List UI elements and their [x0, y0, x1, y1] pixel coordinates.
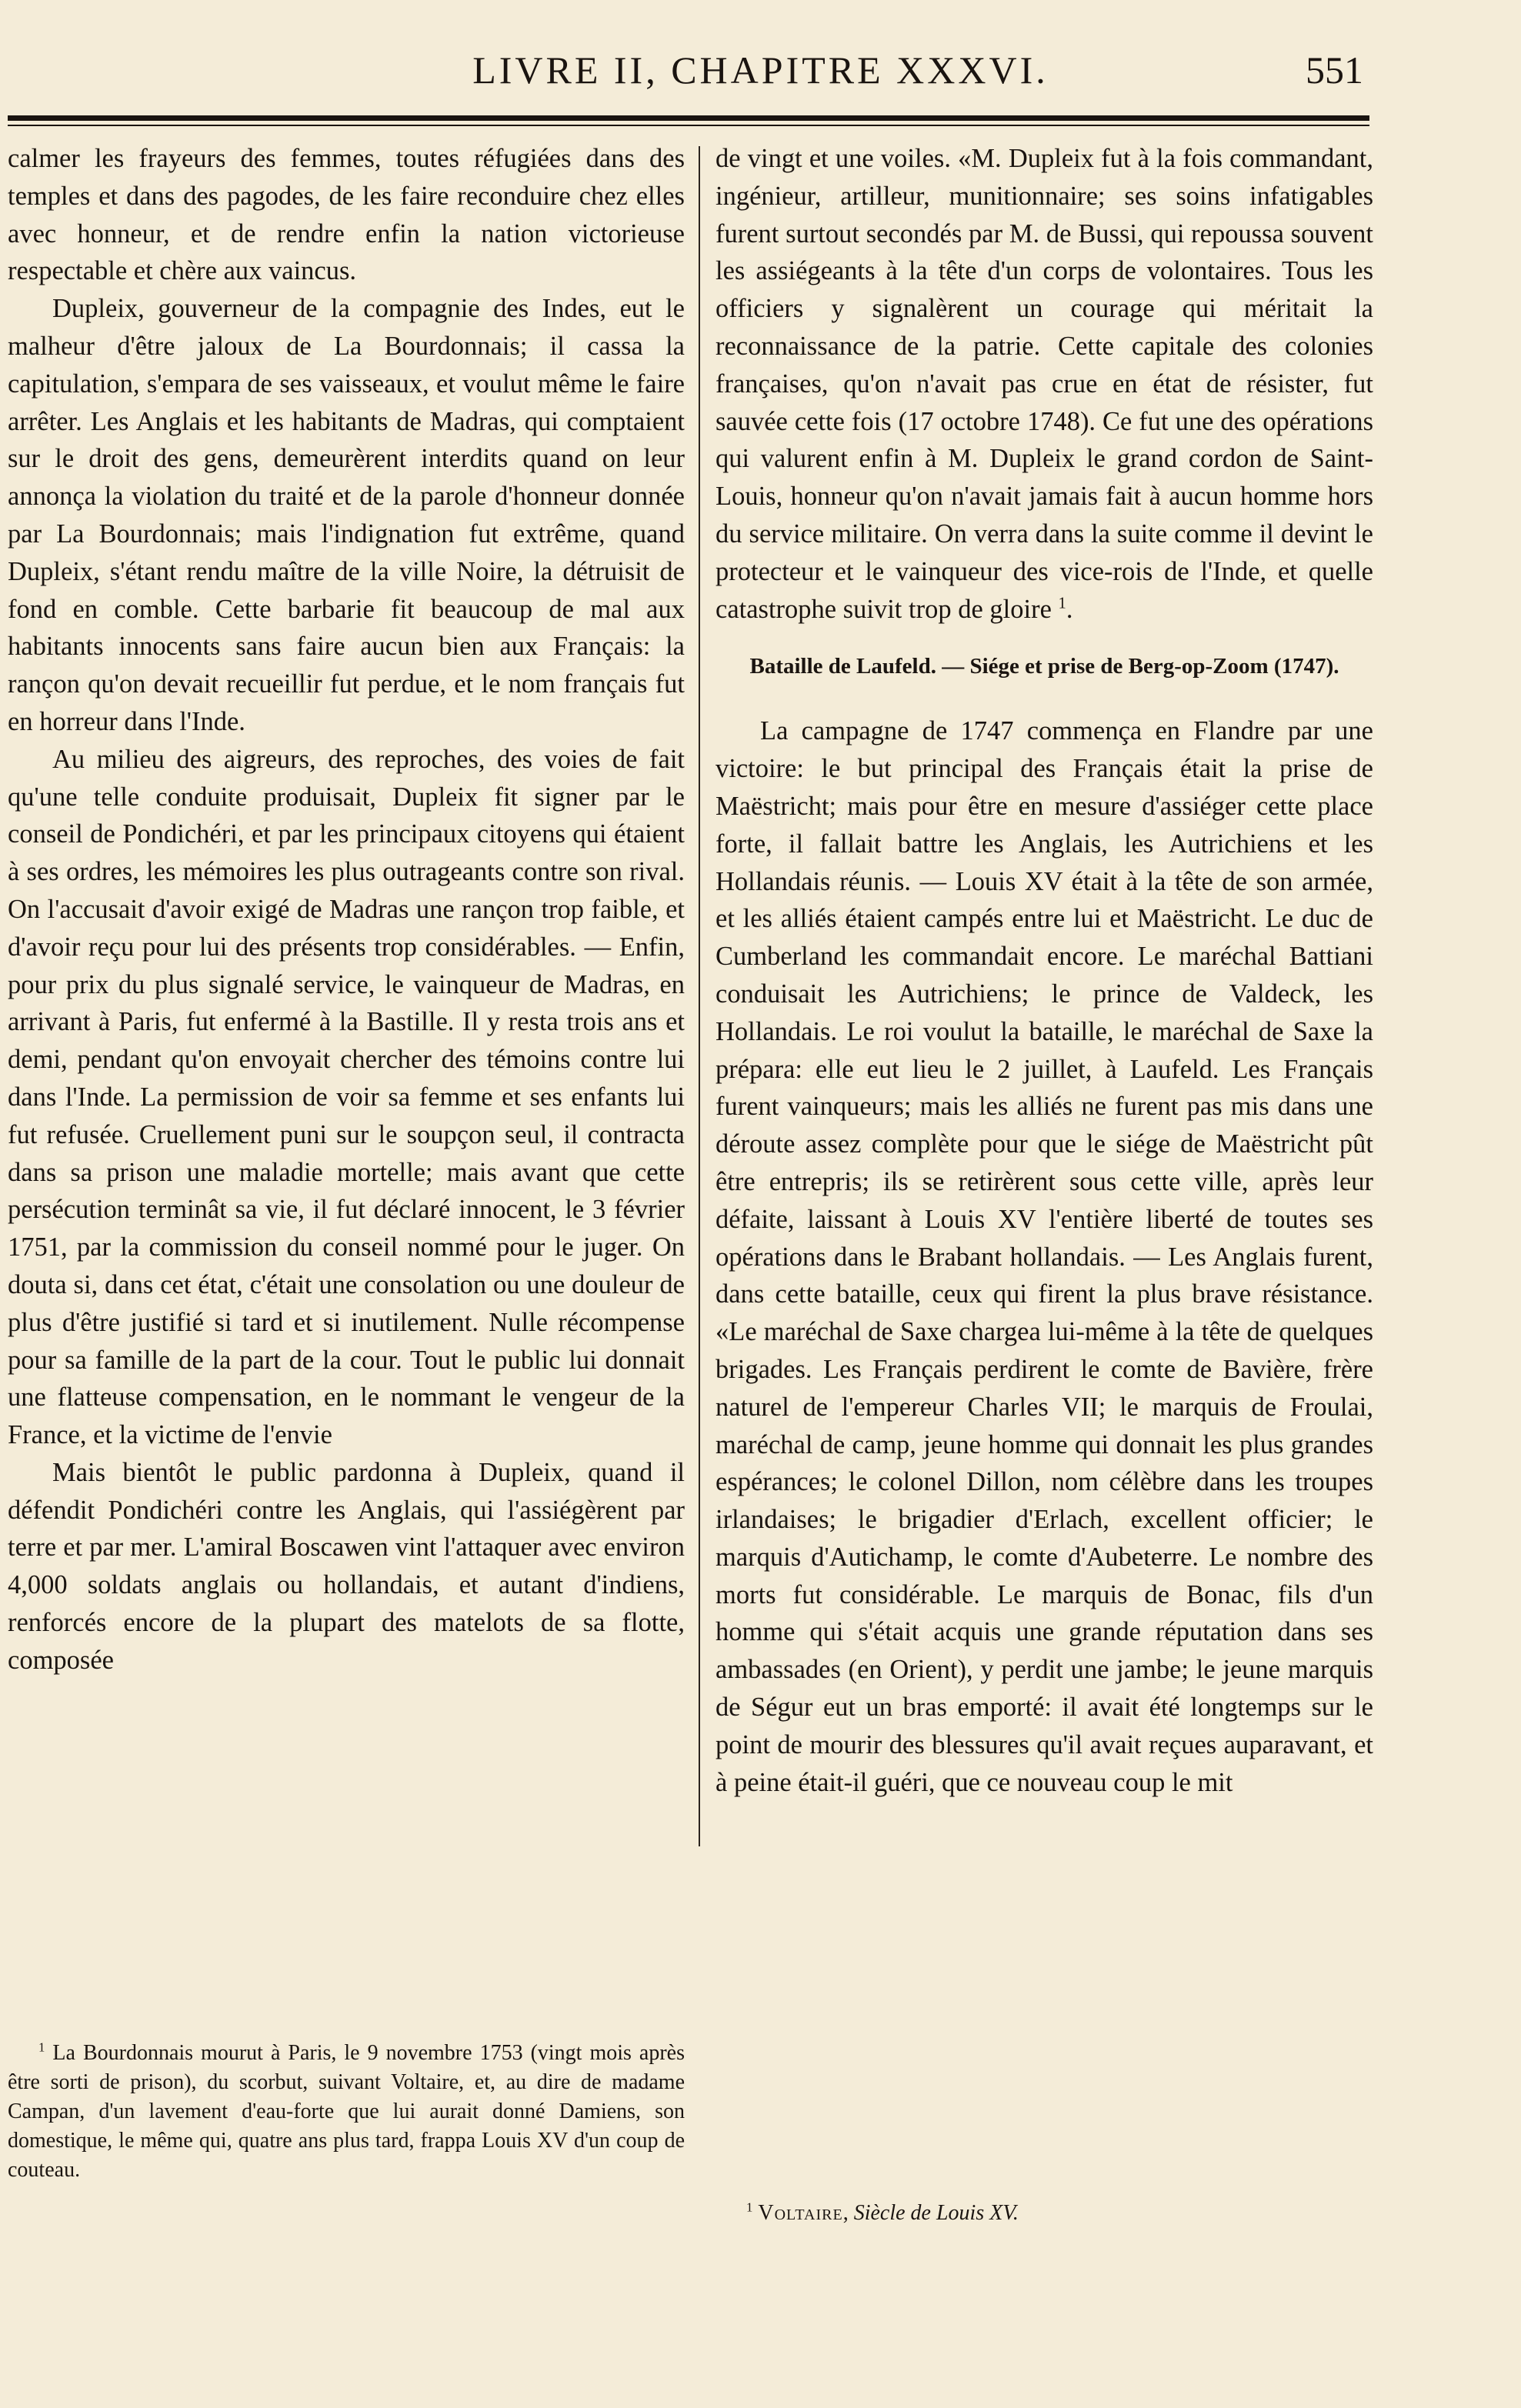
footnote-left — [8, 2039, 685, 2185]
footnote-text: La Bourdonnais mourut à Paris, le 9 novembre 1753 (vingt mois après être sorti de prison), du scorbut, suivant Voltaire, et, au dire de madame Campan, d'un lavement d'eau-forte que lui aurait donné Damiens, son domestique, le même qui, quatre ans plus tard, frappa Louis XV d'un coup de couteau. — [8, 2041, 685, 2182]
left-column — [8, 140, 685, 1679]
paragraph — [8, 1454, 685, 1679]
header-rule-thin — [8, 125, 1369, 126]
paragraph: de vingt et une voiles. «M. Dupleix fut à la fois commandant, ingénieur, artilleur, munitionnaire; ses soins infatigables furent surtout secondés par M. de Bussi, qui repoussa souvent les assiégeants à la tête d'un corps de volontaires. Tous les officiers y signalèrent un courage qui méritait la reconnaissance de la patrie. Cette capitale des colonies françaises, qu'on n'avait pas crue en état de résister, fut sauvée cette fois (17 octobre 1748). Ce fut une des opérations qui valurent enfin à M. Dupleix le grand cordon de Saint-Louis, honneur qu'on n'avait jamais fait à aucun homme hors du service militaire. On verra dans la suite comme il devint le protecteur et le vainqueur des vice-rois de l'Inde, et quelle catastrophe suivit trop de gloire $^1$. — [715, 144, 1373, 624]
running-title: LIVRE II, CHAPITRE XXXVI. — [472, 48, 1049, 92]
footnote-author: Voltaire — [758, 2201, 843, 2225]
header-rule-thick — [8, 115, 1369, 121]
paragraph-text: Mais bientôt le public pardonna à Dupleix, quand il défendit Pondichéri contre les Anglais, qui l'assiégèrent par terre et par mer. L'amiral Boscawen vint l'attaquer avec environ 4,000 soldats anglais ou hollandais, et autant d'indiens, renforcés encore de la plupart des matelots de sa flotte, composée — [8, 1457, 685, 1675]
running-head — [0, 48, 1521, 109]
footnote-marker: 1 — [38, 2039, 45, 2055]
paragraph-text: de vingt et une voiles. «M. Dupleix fut à la fois commandant, ingénieur, artilleur, munitionnaire; ses soins infatigables furent surtout secondés par M. de Bussi, qui repoussa souvent les assiégeants à la tête d'un corps de volontaires. Tous les officiers y signalèrent un courage qui méritait la reconnaissance de la patrie. Cette capitale des colonies françaises, qu'on n'avait pas crue en état de résister, fut sauvée cette fois (17 octobre 1748). Ce fut une des opérations qui valurent enfin à M. Dupleix le grand cordon de Saint-Louis, honneur qu'on n'avait jamais fait à aucun homme hors du service militaire. On verra dans la suite comme il devint le protecteur et le vainqueur des vice-rois de l'Inde, et quelle catastrophe suivit trop de gloire — [715, 144, 1373, 624]
paragraph: Au milieu des aigreurs, des reproches, des voies de fait qu'une telle conduite produisait, Dupleix fit signer par le conseil de Pondichéri, et par les principaux citoyens qui étaient à ses ordres, les mémoires les plus outrageants contre son rival. On l'accusait d'avoir exigé de Madras une rançon trop faible, et d'avoir reçu pour lui des présents trop considérables. — Enfin, pour prix du plus signalé service, le vainqueur de Madras, en arrivant à Paris, fut enfermé à la Bastille. Il y resta trois ans et demi, pendant qu'on envoyait chercher des témoins contre lui dans l'Inde. La permission de voir sa femme et ses enfants lui fut refusée. Cruellement puni sur le soupçon seul, il contracta dans sa prison une maladie mortelle; mais avant que cette persécution terminât sa vie, il fut déclaré innocent, le 3 février 1751, par la commission du conseil nommé pour le juger. On douta si, dans cet état, c'était une consolation ou une douleur de plus d'être justifié si tard et si inutilement. Nulle récompense pour sa famille de la part de la cour. Tout le public lui donnait une flatteuse compensation, en le nommant le vengeur de la France, et la victime de l'envie — [8, 744, 685, 1450]
paragraph: calmer les frayeurs des femmes, toutes réfugiées dans des temples et dans des pagodes, de les faire reconduire chez elles avec honneur, et de rendre enfin la nation victorieuse respectable et chère aux vaincus. — [8, 144, 685, 286]
footnote-right: $^1$ Voltaire, Siècle de Louis XV. — [746, 2200, 1019, 2225]
footnote-work: Siècle de Louis XV. — [853, 2201, 1019, 2225]
section-heading: Bataille de Laufeld. — Siége et prise de Berg-op-Zoom (1747). — [749, 654, 1339, 679]
paragraph: Dupleix, gouverneur de la compagnie des Indes, eut le malheur d'être jaloux de La Bourdonnais; il cassa la capitulation, s'empara de ses vaisseaux, et voulut même le faire arrêter. Les Anglais et les habitants de Madras, qui comptaient sur le droit des gens, demeurèrent interdits quand on leur annonça la violation du traité et de la parole d'honneur donnée par La Bourdonnais; mais l'indignation fut extrême, quand Dupleix, s'étant rendu maître de la ville Noire, la détruisit de fond en comble. Cette barbarie fit beaucoup de mal aux habitants innocents sans faire aucun bien aux Français: la rançon qu'on devait recueillir fut perdue, et le nom français fut en horreur dans l'Inde. — [8, 294, 685, 736]
footnote-reference: 1 — [1058, 595, 1066, 612]
paragraph: La campagne de 1747 commença en Flandre par une victoire: le but principal des Français était la prise de Maëstricht; mais pour être en mesure d'assiéger cette place forte, il fallait battre les Anglais, les Autrichiens et les Hollandais réunis. — Louis XV était à la tête de son armée, et les alliés étaient campés entre lui et Maëstricht. Le duc de Cumberland les commandait encore. Le maréchal Battiani conduisait les Autrichiens; le prince de Valdeck, les Hollandais. Le roi voulut la bataille, le maréchal de Saxe la prépara: elle eut lieu le 2 juillet, à Laufeld. Les Français furent vainqueurs; mais les alliés ne furent pas mis dans une déroute assez complète pour que le siége de Maëstricht pût être entrepris; ils se retirèrent sous cette ville, après leur défaite, laissant à Louis XV l'entière liberté de toutes ses opérations dans le Brabant hollandais. — Les Anglais furent, dans cette bataille, ceux qui firent la plus brave résistance. «Le maréchal de Saxe chargea lui-même à la tête de quelques brigades. Les Français perdirent le comte de Bavière, frère naturel de l'empereur Charles VII; le marquis de Froulai, maréchal de camp, jeune homme qui donnait les plus grandes espérances; le colonel Dillon, nom célèbre dans les troupes irlandaises; le brigadier d'Erlach, excellent officier; le marquis d'Autichamp, le comte d'Aubeterre. Le nombre des morts fut considérable. Le marquis de Bonac, fils d'un homme qui s'était acquis une grande réputation dans ses ambassades (en Orient), y perdit une jambe; le jeune marquis de Ségur eut un bras emporté: il avait été longtemps sur le point de mourir des blessures qu'il avait reçues auparavant, et à peine était-il guéri, que ce nouveau coup le mit — [715, 716, 1373, 1797]
right-column — [715, 140, 1373, 1801]
column-divider — [699, 146, 700, 1846]
footnote-marker: 1 — [746, 2200, 753, 2215]
page-number: 551 — [1306, 48, 1363, 92]
